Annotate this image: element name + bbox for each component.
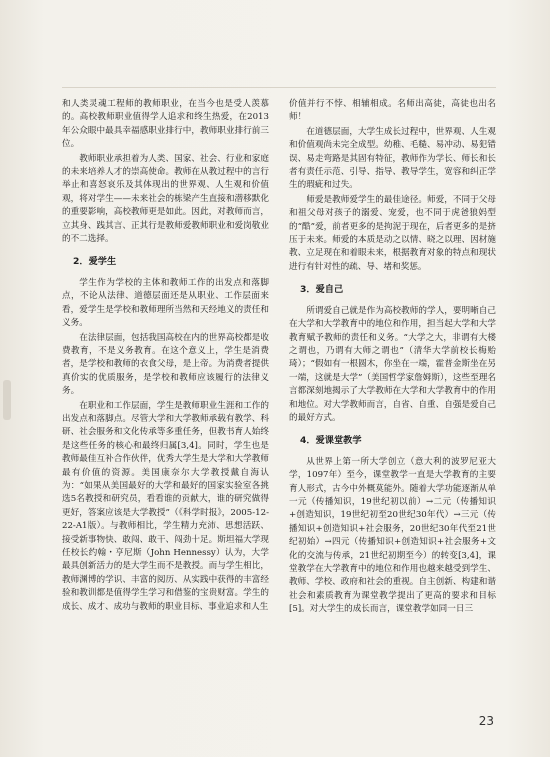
page-number: 23	[478, 714, 494, 728]
paragraph: 价值并行不悖、相辅相成。名师出高徒，高徒也出名师！	[289, 99, 496, 123]
right-column	[289, 98, 496, 618]
paragraph: 和人类灵魂工程师的教师职业，在当今也是受人羡慕的。高校教师职业值得学人追求和终生热爱，在2013年公众眼中最具幸福感职业排行中，教师职业排行前三位。	[62, 99, 269, 150]
section-heading-love-students: 2．爱学生	[73, 256, 117, 268]
paragraph: 在职业和工作层面，学生是教师职业生涯和工作的出发点和落脚点。尽管大学和大学教师承载有教学、科研、社会服务和文化传承等多重任务，但教书育人始终是这些任务的核心和最终归属[3,4]。同时，学生也是教师最佳互补合作伙伴，优秀大学生是大学和大学教师最有价值的资源。美国康奈尔大学教授戴自海认为：“如果从美国最好的大学和最好的国家实验室各挑选5名教授和研究员，看看谁的贡献大，谁的研究做得更好，答案应该是大学教授”（《科学时报》，2005-12-22-A1版）。与教师相比，学生精力充沛、思想活跃、接受新事物快、敢闯、敢干、闯劲十足。斯坦福大学现任校长约翰・亨尼斯（John Hennessy）认为，大学最具创新活力的是大学生而不是教授。而与学生相比，教师渊博的学识、丰富的阅历、从实践中获得的丰富经验和教训都是值得学生学习和借鉴的宝贵财富。学生的成长、成才、成功与教师的职业目标、事业追求和人生	[62, 400, 269, 612]
paragraph: 师爱是教师爱学生的最佳途径。师爱，不同于父母和祖父母对孩子的溺爱、宠爱，也不同于虎爸狼妈型的“酷”爱，前者更多的是拘泥于现在，后者更多的是挤压于未来。师爱的本质是动之以情、晓之以理、因材施教、立足现在和着眼未来，根据教育对象的特点和现状进行有针对性的疏、导、堵和奖惩。	[289, 194, 496, 272]
binding-shadow	[3, 380, 11, 420]
paragraph: 教师职业承担着为人类、国家、社会、行业和家庭的未来培养人才的崇高使命。教师在从教过程中的言行举止和喜怒哀乐及其体现出的世界观、人生观和价值观，将对学生——未来社会的栋梁产生直接和潜移默化的重要影响，高校教师更是如此。因此，对教师而言，立其身、践其言、正其行是教师爱教师职业和爱岗敬业的不二选择。	[62, 153, 269, 245]
section-heading-love-self: 3．爱自己	[300, 284, 344, 296]
section-heading-love-teaching: 4．爱课堂教学	[300, 435, 362, 447]
paragraph: 在道德层面，大学生成长过程中，世界观、人生观和价值观尚未完全成型。幼稚、毛糙、易冲动、易犯错误、易走弯路是其固有特征，教师作为学长、师长和长者有责任示范、引导、指导、教导学生，宽容和纠正学生的瑕疵和过失。	[289, 126, 496, 191]
paragraph: 在法律层面，包括我国高校在内的世界高校都是收费教育，不是义务教育。在这个意义上，学生是消费者，是学校和教师的衣食父母，是上帝。为消费者提供真价实的优质服务，是学校和教师应该履行的法律义务。	[62, 332, 269, 397]
paragraph: 从世界上第一所大学创立（意大利的波罗尼亚大学，1097年）至今，课堂教学一直是大学教育的主要育人形式，古今中外概莫能外。随着大学功能逐渐从单一元（传播知识，19世纪初以前）→二元（传播知识+创造知识，19世纪初至20世纪30年代）→三元（传播知识+创造知识+社会服务，20世纪30年代至21世纪初始）→四元（传播知识+创造知识+社会服务+文化的交流与传承，21世纪初期至今）的转变[3,4]，课堂教学在大学教育中的地位和作用也越来越受到学生、教师、学校、政府和社会的重视。自主创新、构建和谐社会和素质教育为课堂教学提出了更高的要求和目标[5]。对大学生的成长而言，课堂教学如同一日三	[289, 456, 496, 615]
page-divider	[62, 87, 496, 88]
paragraph: 所谓爱自己就是作为高校教师的学人，要明晰自己在大学和大学教育中的地位和作用，担当起大学和大学教育赋予教师的责任和义务。“大学之大，非谓有大楼之谓也，乃谓有大师之谓也”（清华大学前校长梅贻琦）；“假如有一根圆木，你坐在一端，霍普金斯坐在另一端，这就是大学”（美国哲学家詹姆斯），这些至理名言都深刻地揭示了大学教师在大学和大学教育中的作用和地位。对大学教师而言，自省、自重、自强是爱自己的最好方式。	[289, 305, 496, 423]
paragraph: 学生作为学校的主体和教师工作的出发点和落脚点，不论从法律、道德层面还是从职业、工作层面来看，爱学生是学校和教师理所当然和天经地义的责任和义务。	[62, 277, 269, 329]
left-column	[62, 98, 269, 615]
